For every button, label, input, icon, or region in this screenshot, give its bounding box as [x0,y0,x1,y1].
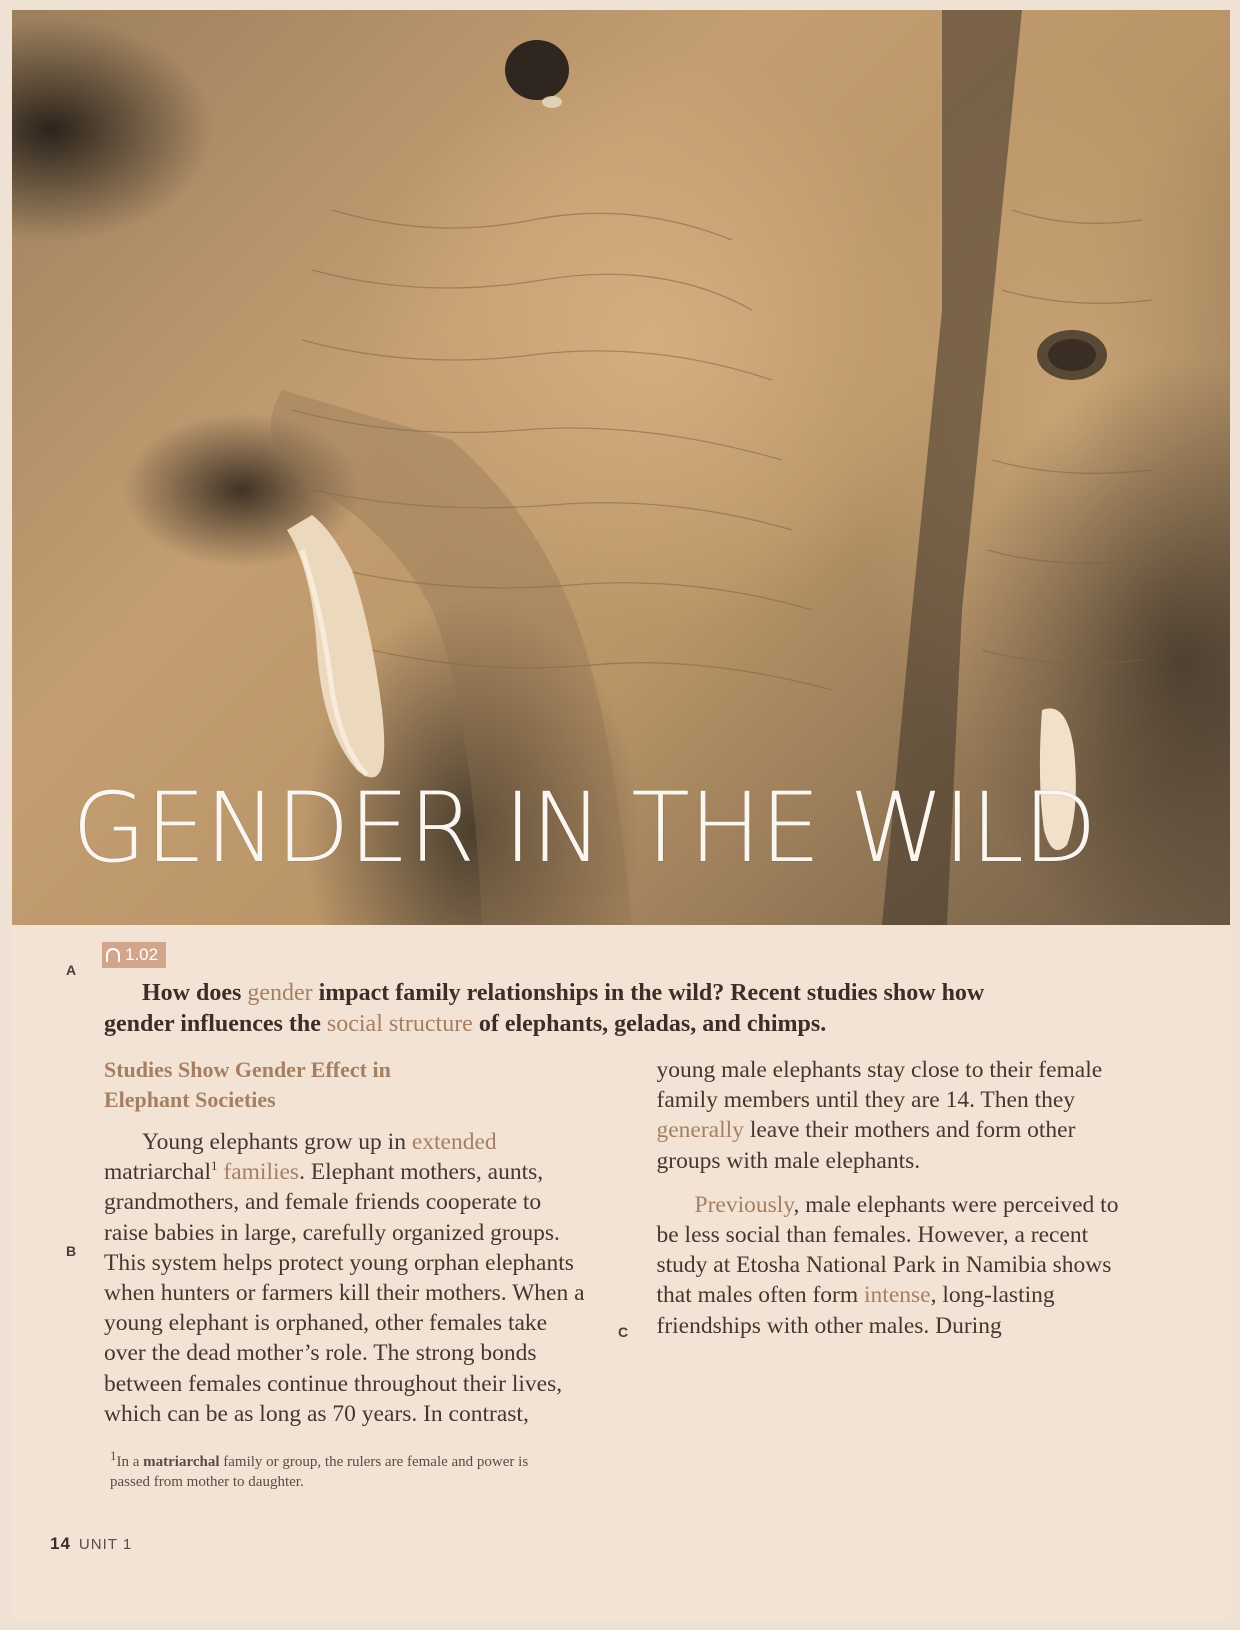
page-folio [50,1534,132,1554]
vocab-term-intense: intense [864,1282,931,1309]
unit-label: UNIT 1 [78,1536,133,1553]
page-title: GENDER IN THE WILD [72,772,1096,884]
audio-track-badge[interactable] [102,942,166,968]
section-heading: Studies Show Gender Effect in Elephant Societies [104,1057,391,1112]
hero-photo [12,10,1230,925]
paragraph-marker-a: A [66,962,77,978]
vocab-term-social-structure: social structure [326,1011,473,1037]
footnote-ref: 1 [211,1158,218,1174]
vocab-term-generally: generally [656,1117,744,1144]
body-paragraph-c: Previously, male elephants were perceived to be less social than females. However, a recent study at Etosha National Park in Namibia shows that males often form intense, long-lasting friendships with other males. During [656,1191,1119,1339]
paragraph-marker-b: B [66,1243,77,1259]
vocab-term-extended: extended [411,1129,497,1155]
paragraph-marker-c: C [618,1324,629,1340]
headphones-icon [106,948,120,962]
body-paragraph-b: Young elephants grow up in extended matriarchal$^1$ families. Elephant mothers, aunts, grandmothers, and female friends cooperate to raise babies in large, carefully organized groups. This system helps protect young orphan elephants when hunters or farmers kill their mothers. When a young elephant is orphaned, other females take over the dead mother’s role. The strong bonds between females continue throughout their lives, which can be as long as 70 years. In contrast, young male elephants stay close to their female family members until they are 14. Then they generally leave their mothers and form other groups with male elephants. [104,1057,1103,1427]
article-body [104,1055,1139,1445]
textbook-page [12,10,1230,1620]
vocab-term-families: families [223,1159,300,1186]
footnote: $^1$In a matriarchal family or group, the rulers are female and power is passed from mother to daughter. [110,1448,529,1490]
vocab-term-previously: Previously [694,1191,794,1218]
audio-track-number: 1.02 [125,945,159,964]
page-number: 14 [50,1534,71,1553]
vocab-term-gender: gender [247,980,313,1006]
intro-paragraph: How does gender impact family relationships in the wild? Recent studies show how gender influences the social structure of elephants, geladas, and chimps. [104,980,985,1037]
